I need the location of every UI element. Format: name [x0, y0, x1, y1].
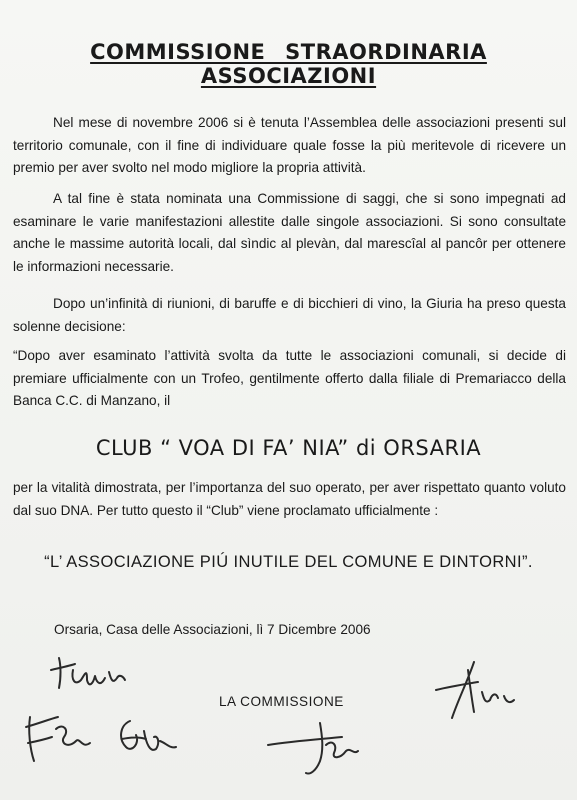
- club-name: CLUB “ VOA DI FA’ NIA” di ORSARIA: [95, 436, 482, 460]
- paragraph-quote: “Dopo aver esaminato l’attività svolta da tutte le associazioni comunali, si decide di premiare ufficialmente con un Trofeo, gentilmente offerto dalla filiale di Premariacco della Banca C.C. di Manzano, il: [13, 348, 566, 408]
- document-title: COMMISSIONE STRAORDINARIA ASSOCIAZIONI: [90, 40, 487, 88]
- verdict-heading: “L’ ASSOCIAZIONE PIÚ INUTILE DEL COMUNE E DINTORNI”.: [44, 553, 533, 571]
- signature-right: [428, 656, 528, 726]
- signature-bottom-center: [262, 715, 377, 785]
- signature-bottom-left: [20, 703, 100, 768]
- signature-bottom-center-left: [110, 713, 190, 768]
- paragraph-assembly: Nel mese di novembre 2006 si è tenuta l’Assemblea delle associazioni presenti sul territorio comunale, con il fine di individuare quale fosse la più meritevole di ricevere un premio per aver svolto nel modo migliore la propria attività.: [13, 115, 566, 175]
- signature-top-left: [45, 650, 145, 695]
- signatory-label: LA COMMISSIONE: [219, 694, 344, 709]
- paragraph-decision: Dopo un’infinità di riunioni, di baruffe e di bicchieri di vino, la Giuria ha preso questa solenne decisione:: [13, 296, 566, 334]
- paragraph-reasons: per la vitalità dimostrata, per l’importanza del suo operato, per aver rispettato quanto voluto dal suo DNA. Per tutto questo il “Club” viene proclamato ufficialmente :: [13, 480, 566, 518]
- place-date: Orsaria, Casa delle Associazioni, lì 7 Dicembre 2006: [54, 622, 371, 637]
- paragraph-commission: A tal fine è stata nominata una Commissione di saggi, che si sono impegnati ad esaminare le varie manifestazioni allestite dalle singole associazioni. Si sono consultate anche le massime autorità locali, dal sìndic al plevàn, dal marescîal al pancôr per ottenere le informazioni necessarie.: [13, 191, 566, 274]
